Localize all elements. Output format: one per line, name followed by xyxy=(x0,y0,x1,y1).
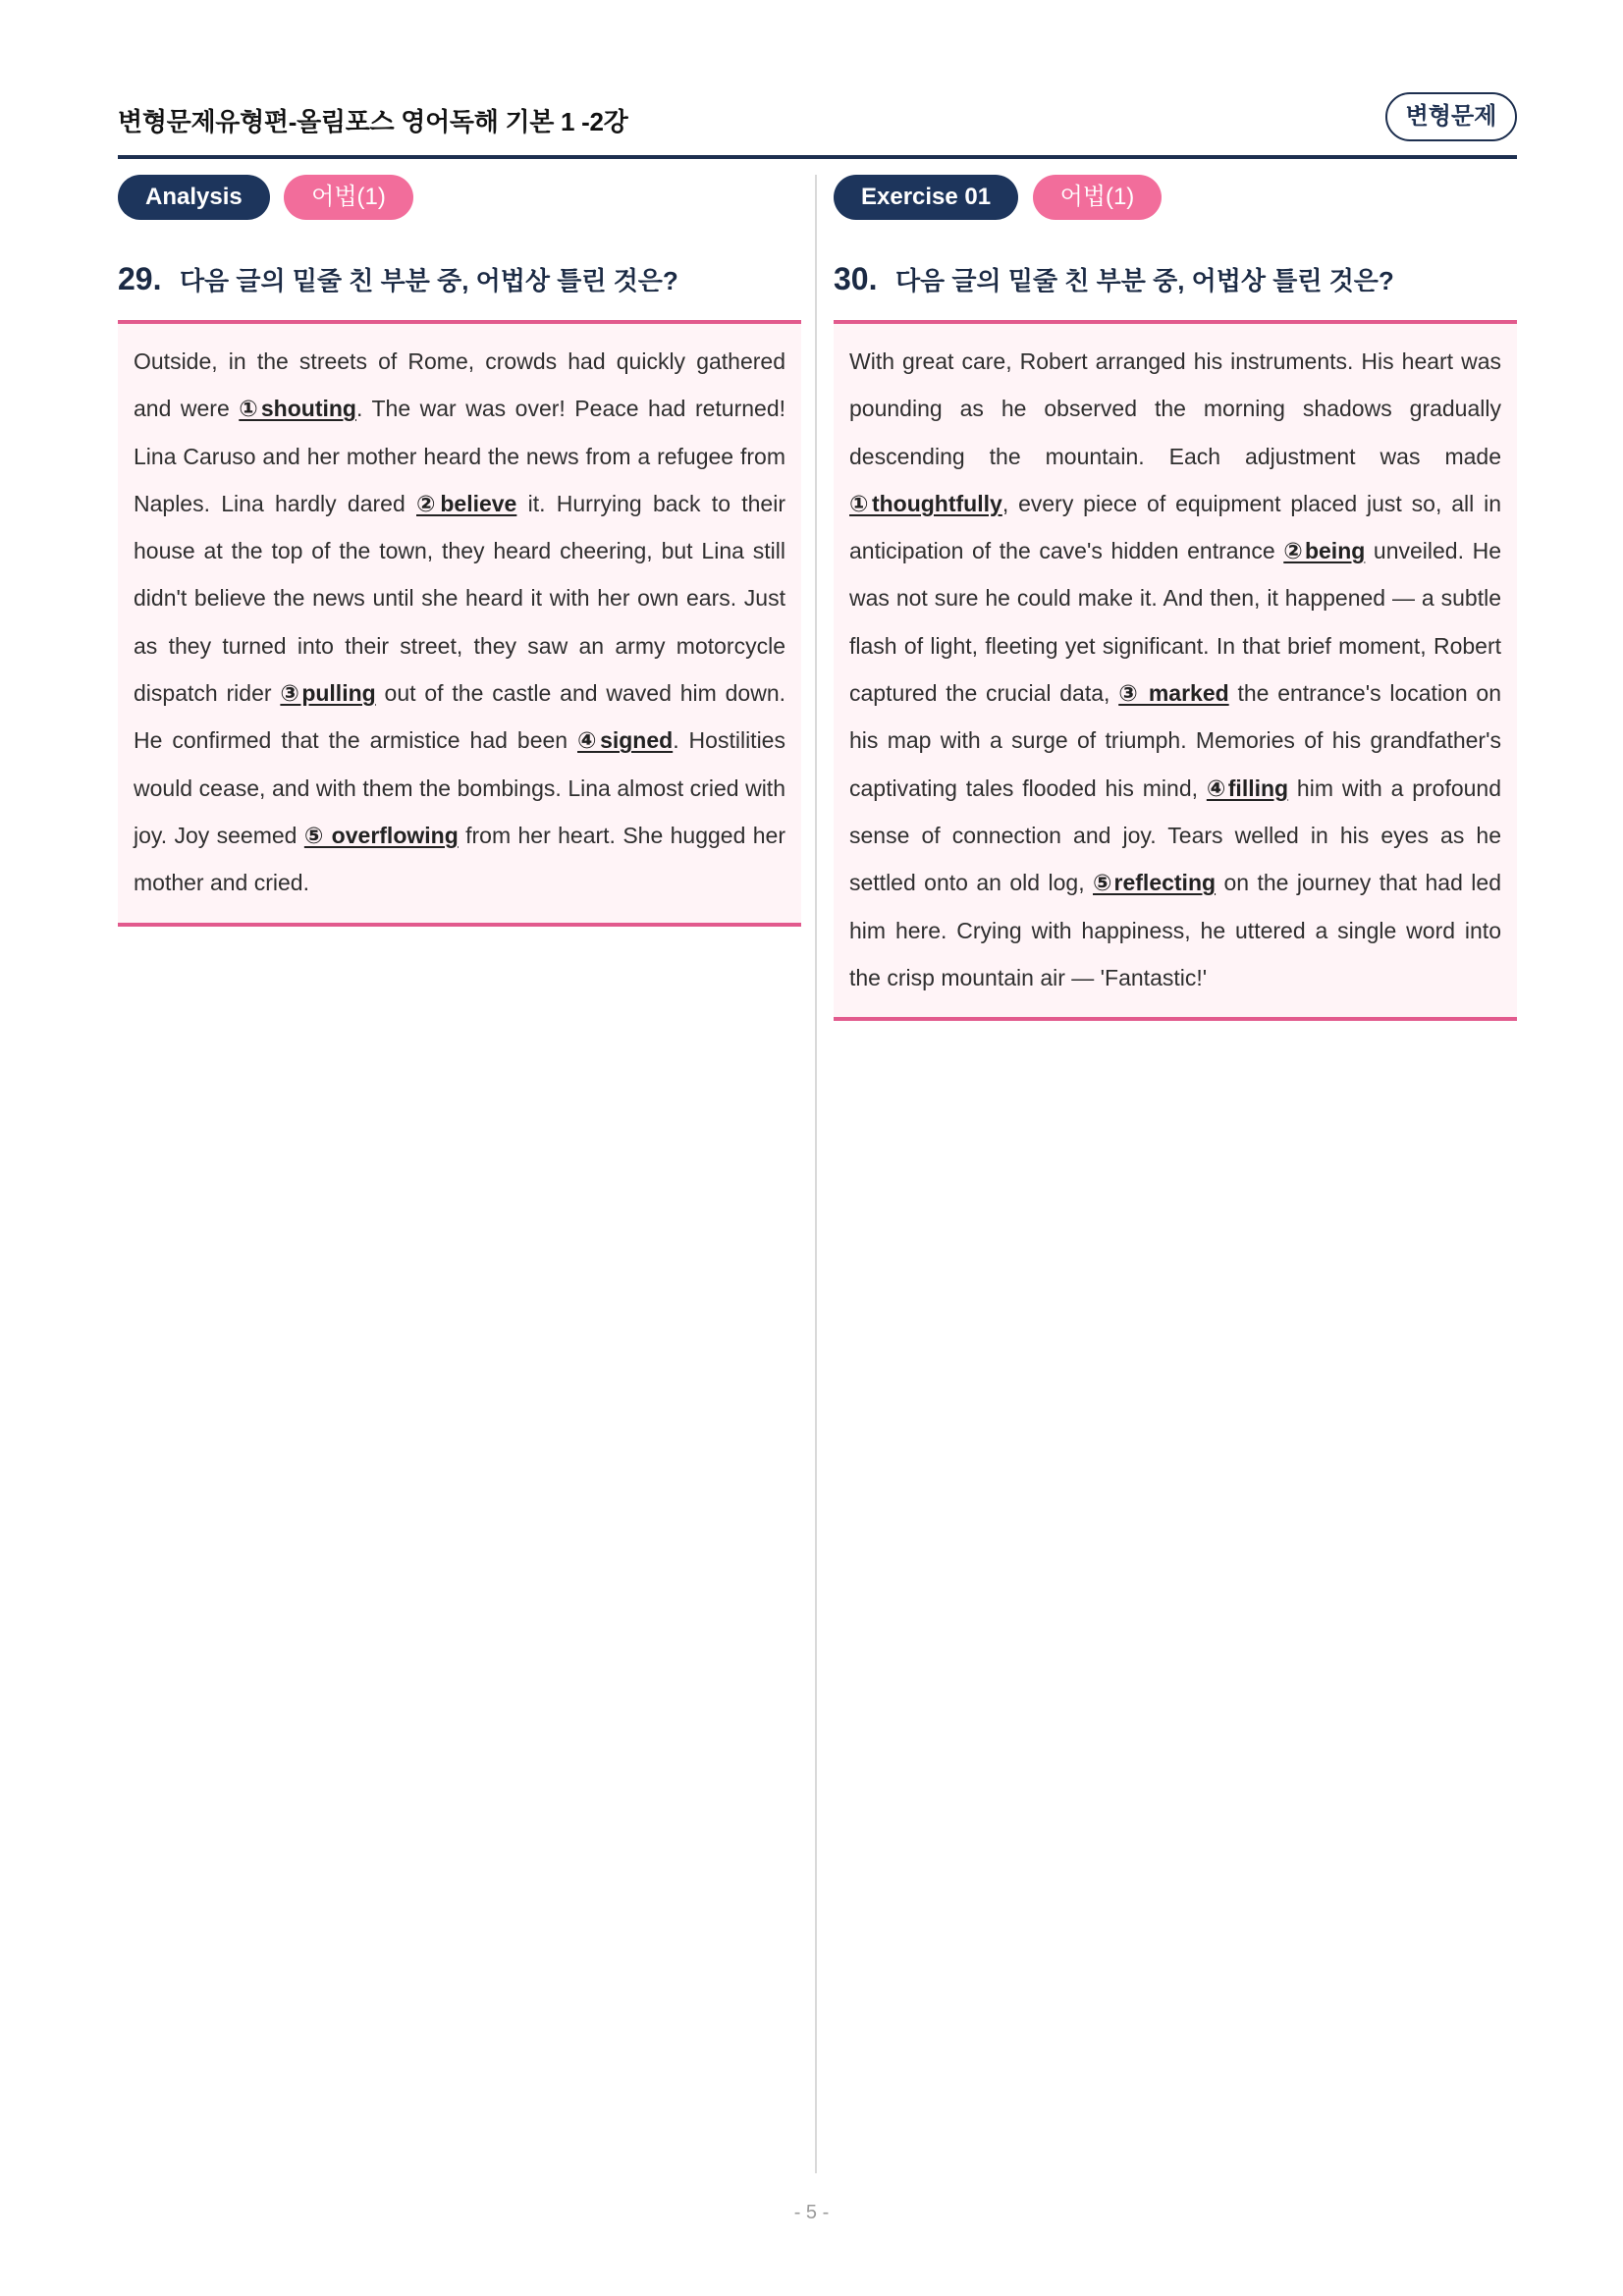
passage-text: the entrance's location on his map with a surge of triumph. Memories of his grandfather's captivating tales flooded his mind, xyxy=(849,680,1501,801)
passage-text: from her heart. She hugged her mother and cried. xyxy=(134,822,785,896)
question-number: 30. xyxy=(834,261,878,296)
question-text: 다음 글의 밑줄 친 부분 중, 어법상 틀린 것은? xyxy=(179,266,678,295)
underlined-choice-4: ④signed xyxy=(577,727,674,754)
underlined-choice-5: ⑤ overflowing xyxy=(303,822,459,848)
type-badge: 변형문제 xyxy=(1385,92,1517,141)
question-text: 다음 글의 밑줄 친 부분 중, 어법상 틀린 것은? xyxy=(894,266,1394,295)
analysis-tag: Analysis xyxy=(118,175,270,220)
left-column xyxy=(118,175,801,927)
exercise-tag: Exercise 01 xyxy=(834,175,1018,220)
left-tags xyxy=(118,175,801,222)
passage-text: . The war was over! Peace had returned! Lina Caruso and her mother heard the news from a refugee from Naples. Lina hardly dared xyxy=(134,396,786,516)
underlined-choice-2: ②being xyxy=(1283,538,1366,564)
grammar-tag: 어법(1) xyxy=(1033,175,1163,220)
passage-text: out of the castle and waved him down. He confirmed that the armistice had been xyxy=(134,680,785,754)
grammar-tag: 어법(1) xyxy=(284,175,413,220)
passage-text: on the journey that had led him here. Crying with happiness, he uttered a single word into the crisp mountain air — 'Fantastic!' xyxy=(849,870,1502,990)
underlined-choice-2: ②believe xyxy=(416,490,517,516)
passage-text: Outside, in the streets of Rome, crowds had quickly gathered and were xyxy=(134,348,785,422)
page-header xyxy=(118,90,1517,155)
passage-text: him with a profound sense of connection and joy. Tears welled in his eyes as he settled onto an old log, xyxy=(849,774,1501,896)
underlined-choice-3: ③ marked xyxy=(1118,680,1229,707)
underlined-choice-1: ①thoughtfully xyxy=(849,490,1002,516)
passage-text: it. Hurrying back to their house at the top of the town, they heard cheering, but Lina still didn't believe the news until she heard it with her own ears. Just as they turned into their street, they saw an army motorcycle dispatch rider xyxy=(134,490,785,707)
right-column xyxy=(834,175,1517,1021)
underlined-choice-1: ①shouting xyxy=(239,396,356,422)
passage-text: With great care, Robert arranged his instruments. His heart was pounding as he observed the morning shadows gradually descending the mountain. Each adjustment was made xyxy=(849,348,1501,469)
passage-text: unveiled. He was not sure he could make it. And then, it happened — a subtle flash of light, fleeting yet significant. In that brief moment, Robert captured the crucial data, xyxy=(849,538,1501,707)
passage-text: , every piece of equipment placed just so, all in anticipation of the cave's hidden entrance xyxy=(849,490,1501,564)
question-29 xyxy=(118,261,801,324)
question-30 xyxy=(834,261,1517,324)
underlined-choice-4: ④filling xyxy=(1206,774,1289,801)
question-number: 29. xyxy=(118,261,162,296)
header-divider xyxy=(118,155,1517,159)
underlined-choice-3: ③pulling xyxy=(280,680,376,707)
document-title: 변형문제유형편-올림포스 영어독해 기본 1 -2강 xyxy=(118,107,628,136)
passage-text: . Hostilities would cease, and with them the bombings. Lina almost cried with joy. Joy seemed xyxy=(134,727,785,848)
page-number: - 5 - xyxy=(793,2202,830,2223)
passage-30 xyxy=(834,324,1517,1021)
passage-29 xyxy=(118,324,801,927)
right-tags xyxy=(834,175,1517,222)
column-divider xyxy=(815,175,817,2173)
underlined-choice-5: ⑤reflecting xyxy=(1093,870,1217,896)
